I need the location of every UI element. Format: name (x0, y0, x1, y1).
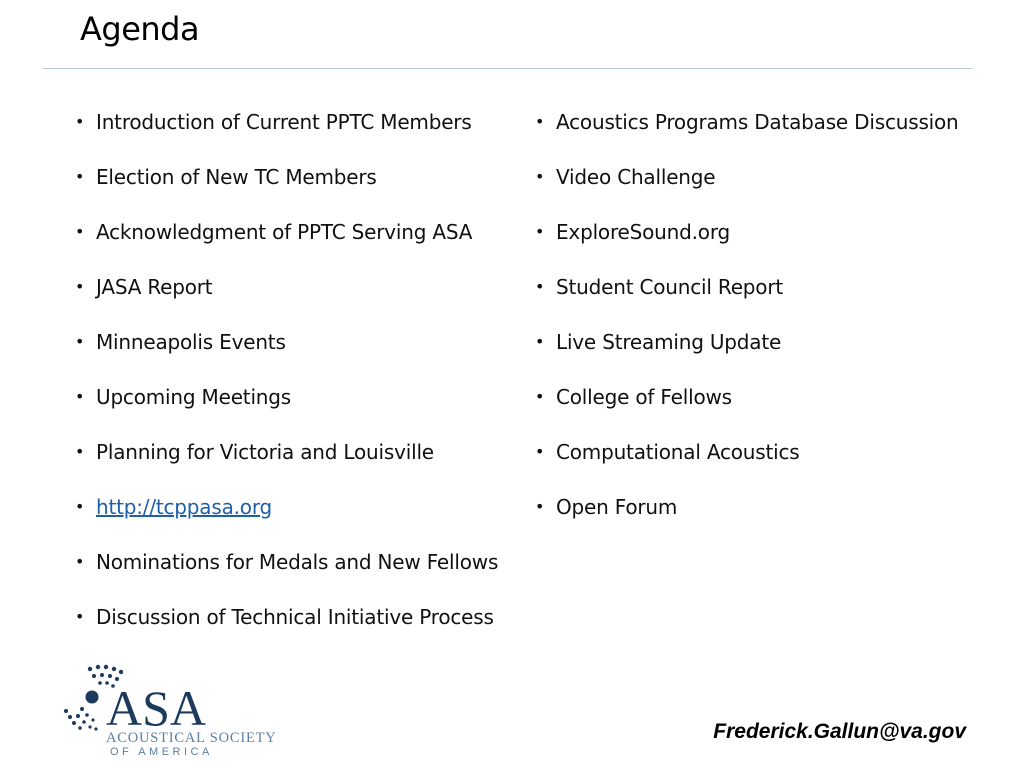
agenda-item-text: Minneapolis Events (96, 330, 286, 354)
presenter-email: Frederick.Gallun@va.gov (713, 720, 966, 743)
agenda-item (534, 439, 959, 494)
agenda-item-text: Open Forum (556, 495, 678, 519)
agenda-item (74, 219, 498, 274)
agenda-right-column (534, 109, 959, 549)
logo-acronym: ASA (106, 680, 207, 736)
bullet-icon: • (535, 112, 545, 131)
bullet-icon: • (535, 442, 545, 461)
bullet-icon: • (75, 167, 85, 186)
agenda-left-column (74, 109, 498, 659)
agenda-item-text: Computational Acoustics (556, 440, 800, 464)
agenda-item (74, 604, 498, 659)
agenda-item (74, 439, 498, 494)
agenda-item (534, 384, 959, 439)
agenda-item-text: JASA Report (96, 275, 213, 299)
bullet-icon: • (75, 112, 85, 131)
agenda-item (74, 164, 498, 219)
agenda-item (74, 384, 498, 439)
agenda-item-text: Introduction of Current PPTC Members (96, 110, 472, 134)
agenda-item-text: Election of New TC Members (96, 165, 377, 189)
bullet-icon: • (535, 222, 545, 241)
agenda-item-text: Upcoming Meetings (96, 385, 291, 409)
asa-logo (60, 655, 300, 760)
title-divider (43, 68, 972, 69)
agenda-item-text: Student Council Report (556, 275, 784, 299)
bullet-icon: • (535, 277, 545, 296)
agenda-item (74, 109, 498, 164)
agenda-item (534, 109, 959, 164)
agenda-item-text: Planning for Victoria and Louisville (96, 440, 434, 464)
agenda-item (74, 329, 498, 384)
bullet-icon: • (75, 442, 85, 461)
agenda-item (534, 219, 959, 274)
bullet-icon: • (75, 387, 85, 406)
bullet-icon: • (535, 332, 545, 351)
agenda-item-text: Video Challenge (556, 165, 716, 189)
agenda-item-text: Acoustics Programs Database Discussion (556, 110, 959, 134)
logo-line-2: OF AMERICA (110, 746, 213, 758)
bullet-icon: • (75, 222, 85, 241)
bullet-icon: • (535, 497, 545, 516)
bullet-icon: • (75, 552, 85, 571)
agenda-item (534, 329, 959, 384)
bullet-icon: • (75, 332, 85, 351)
bullet-icon: • (75, 277, 85, 296)
agenda-item (74, 274, 498, 329)
agenda-item (534, 494, 959, 549)
bullet-icon: • (75, 497, 85, 516)
agenda-item-text: Live Streaming Update (556, 330, 782, 354)
logo-line-1: ACOUSTICAL SOCIETY (106, 730, 277, 746)
agenda-item (74, 494, 498, 549)
bullet-icon: • (535, 387, 545, 406)
agenda-item-text: Nominations for Medals and New Fellows (96, 550, 499, 574)
agenda-item (534, 164, 959, 219)
agenda-item-text: ExploreSound.org (556, 220, 730, 244)
bullet-icon: • (75, 607, 85, 626)
slide-title: Agenda (80, 10, 200, 48)
agenda-item-text: Discussion of Technical Initiative Process (96, 605, 494, 629)
agenda-item (534, 274, 959, 329)
tcppasa-link[interactable]: http://tcppasa.org (96, 495, 272, 519)
agenda-item (74, 549, 498, 604)
agenda-item-text: College of Fellows (556, 385, 732, 409)
bullet-icon: • (535, 167, 545, 186)
agenda-item-text: Acknowledgment of PPTC Serving ASA (96, 220, 473, 244)
